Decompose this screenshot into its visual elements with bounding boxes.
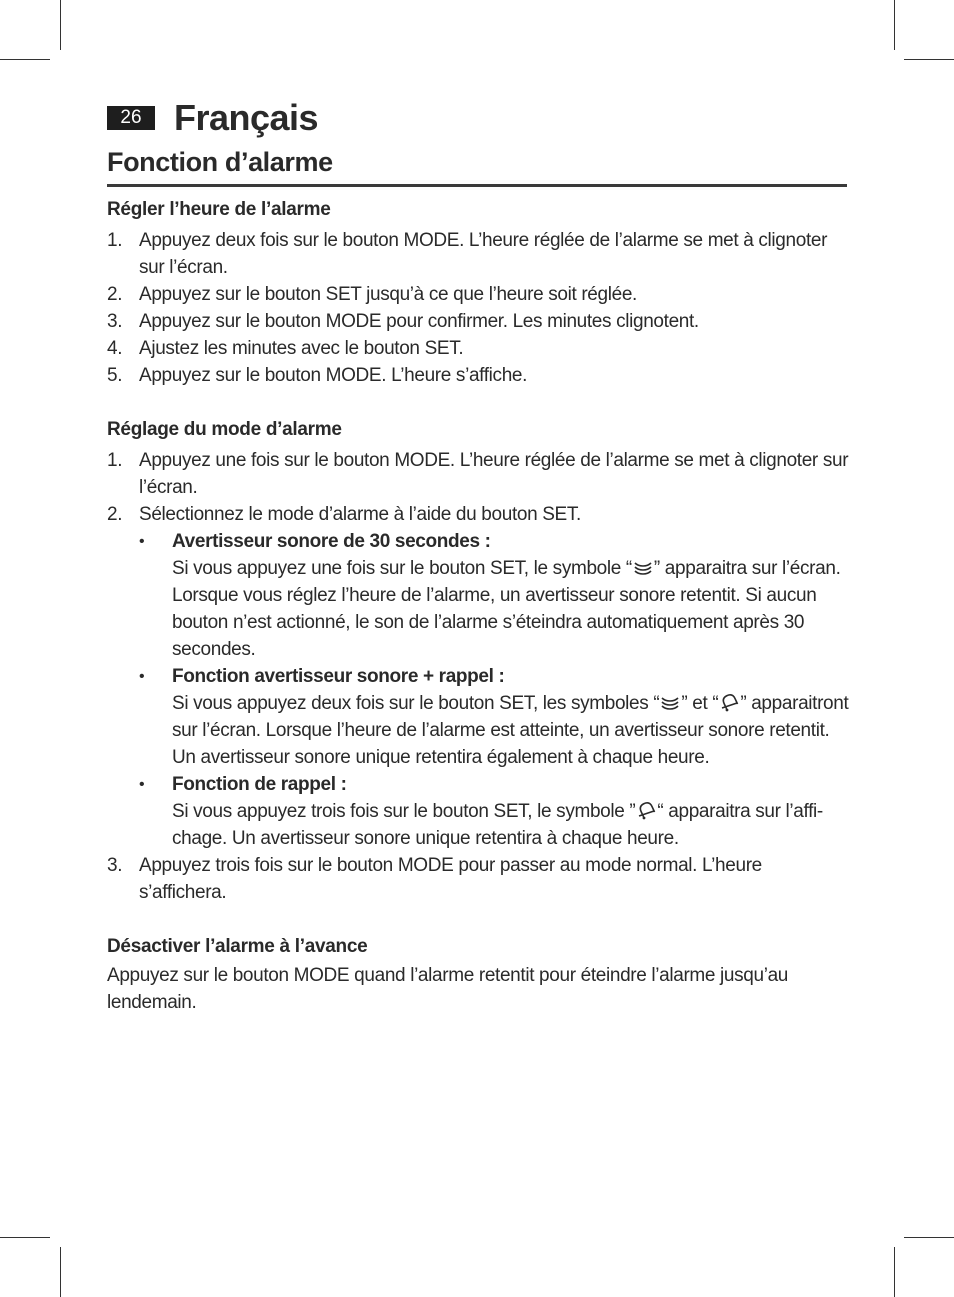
crop-mark bbox=[894, 0, 895, 50]
bell-icon bbox=[635, 800, 657, 820]
step-text: Appuyez trois fois sur le bouton MODE pour passer au mode normal. L’heure s’affichera. bbox=[139, 855, 762, 903]
crop-mark bbox=[904, 59, 954, 60]
option-description bbox=[172, 555, 852, 663]
alarm-mode-section bbox=[107, 416, 852, 906]
step-number: 3. bbox=[107, 311, 123, 332]
step-text: Appuyez deux fois sur le bouton MODE. L’heure réglée de l’alarme se met à clignoter sur l’écran. bbox=[139, 230, 828, 278]
step-text: Ajustez les minutes avec le bouton SET. bbox=[139, 338, 464, 359]
text-fragment: “ apparaitra sur l’affichage. Un avertisseur sonore unique retentira à chaque heure. bbox=[172, 801, 824, 849]
text-fragment: ” apparaitront sur l’écran. Lorsque l’heure de l’alarme est atteinte, un avertisseur sonore retentit. Un avertisseur sonore unique retentira également à chaque heure. bbox=[172, 693, 849, 768]
alarm-mode-steps bbox=[107, 447, 852, 906]
list-item bbox=[107, 281, 852, 308]
step-number: 2. bbox=[107, 284, 123, 305]
alarm-mode-options bbox=[139, 528, 852, 852]
page-content bbox=[107, 196, 852, 1016]
bell-icon bbox=[718, 692, 740, 712]
step-number: 1. bbox=[107, 230, 123, 251]
section-divider bbox=[107, 184, 847, 187]
list-item bbox=[107, 501, 852, 852]
text-fragment: Si vous appuyez deux fois sur le bouton SET, les symboles “ bbox=[172, 693, 660, 714]
deactivate-heading: Désactiver l’alarme à l’avance bbox=[107, 936, 368, 957]
step-text: Sélectionnez le mode d’alarme à l’aide du bouton SET. bbox=[139, 504, 581, 525]
step-number: 5. bbox=[107, 365, 123, 386]
crop-mark bbox=[904, 1237, 954, 1238]
option-title: Fonction de rappel : bbox=[172, 774, 347, 795]
step-text: Appuyez une fois sur le bouton MODE. L’heure réglée de l’alarme se met à clignoter sur l’écran. bbox=[139, 450, 849, 498]
list-item bbox=[139, 663, 852, 771]
language-title: Français bbox=[174, 97, 319, 138]
crop-mark bbox=[0, 59, 50, 60]
spacer bbox=[107, 389, 852, 416]
list-item bbox=[107, 852, 852, 906]
step-text: Appuyez sur le bouton SET jusqu’à ce que l’heure soit réglée. bbox=[139, 284, 637, 305]
list-item bbox=[107, 447, 852, 501]
text-fragment: Si vous appuyez une fois sur le bouton SET, le symbole “ bbox=[172, 558, 632, 579]
set-alarm-steps bbox=[107, 227, 852, 389]
bullet-dot: • bbox=[139, 668, 145, 685]
text-fragment: ” et “ bbox=[681, 693, 719, 714]
option-title: Fonction avertisseur sonore + rappel : bbox=[172, 666, 505, 687]
step-number: 2. bbox=[107, 504, 123, 525]
list-item bbox=[139, 771, 852, 852]
step-text: Appuyez sur le bouton MODE. L’heure s’affiche. bbox=[139, 365, 528, 386]
alarm-waves-icon bbox=[632, 557, 654, 577]
set-alarm-heading: Régler l’heure de l’alarme bbox=[107, 199, 331, 220]
option-title: Avertisseur sonore de 30 secondes : bbox=[172, 531, 491, 552]
crop-mark bbox=[894, 1247, 895, 1297]
list-item bbox=[107, 227, 852, 281]
step-number: 3. bbox=[107, 855, 123, 876]
step-number: 1. bbox=[107, 450, 123, 471]
bullet-dot: • bbox=[139, 776, 145, 793]
alarm-mode-heading: Réglage du mode d’alarme bbox=[107, 419, 342, 440]
section-title: Fonction d’alarme bbox=[107, 147, 333, 177]
text-fragment: Si vous appuyez trois fois sur le bouton SET, le symbole ” bbox=[172, 801, 636, 822]
bullet-dot: • bbox=[139, 533, 145, 550]
list-item bbox=[139, 528, 852, 663]
option-description bbox=[172, 798, 852, 852]
spacer bbox=[107, 906, 852, 933]
option-description bbox=[172, 690, 852, 771]
crop-mark bbox=[60, 0, 61, 50]
list-item bbox=[107, 362, 852, 389]
page-number: 26 bbox=[107, 106, 155, 130]
text-fragment: ” apparaitra sur l’écran. Lorsque vous réglez l’heure de l’alarme, un avertisseur sonore retentit. Si aucun bouton n’est actionné, le son de l’alarme s’éteindra automatiquement après 30 secondes. bbox=[172, 558, 841, 660]
crop-mark bbox=[0, 1237, 50, 1238]
alarm-waves-icon bbox=[659, 692, 681, 712]
set-alarm-section bbox=[107, 196, 852, 389]
deactivate-section bbox=[107, 933, 852, 1016]
step-number: 4. bbox=[107, 338, 123, 359]
list-item bbox=[107, 335, 852, 362]
crop-mark bbox=[60, 1247, 61, 1297]
list-item bbox=[107, 308, 852, 335]
step-text: Appuyez sur le bouton MODE pour confirmer. Les minutes clignotent. bbox=[139, 311, 699, 332]
deactivate-text: Appuyez sur le bouton MODE quand l’alarme retentit pour éteindre l’alarme jusqu’au lendemain. bbox=[107, 965, 789, 1013]
